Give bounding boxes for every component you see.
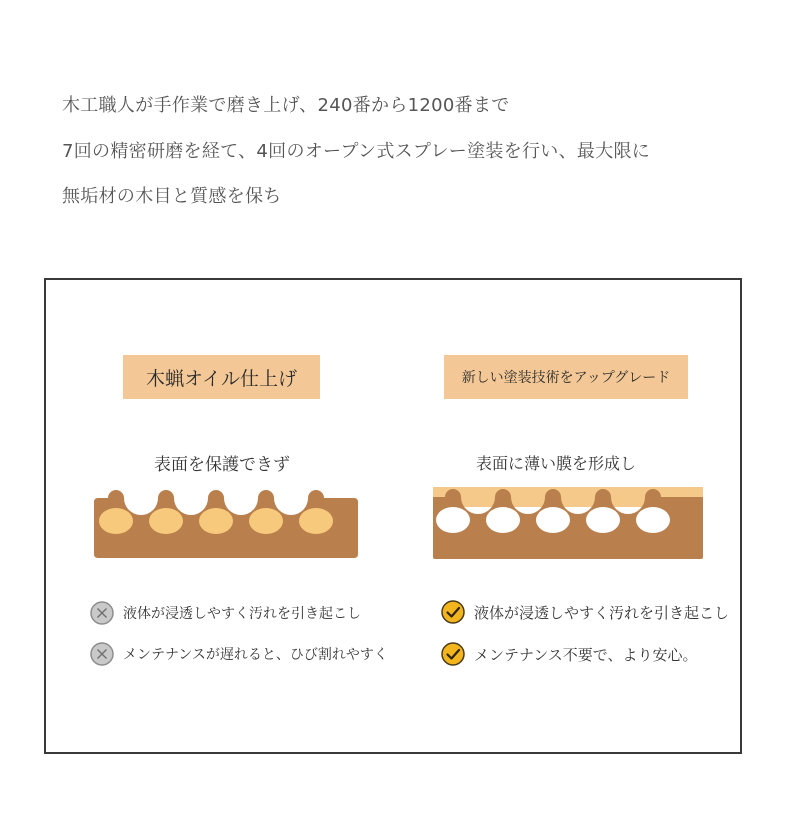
cross-circle-icon	[89, 600, 115, 626]
new-coating-upgrade-text: 新しい塗装技術をアップグレード	[461, 370, 671, 386]
pore	[149, 508, 183, 534]
comparison-panel	[44, 278, 742, 754]
pore	[586, 507, 620, 533]
left-point-1	[89, 600, 361, 626]
pore	[486, 507, 520, 533]
unprotected-wood-illustration	[90, 488, 362, 560]
left-point-2	[89, 641, 388, 667]
left-point-1-text: 液体が浸透しやすく汚れを引き起こし	[123, 606, 361, 622]
right-point-1-text: 液体が浸透しやすく汚れを引き起こし	[474, 603, 730, 622]
wax-oil-finish-label	[123, 355, 320, 399]
right-point-2	[440, 641, 698, 667]
check-circle-icon	[440, 641, 466, 667]
right-point-1	[440, 599, 729, 625]
left-point-2-text: メンテナンスが遅れると、ひび割れやすく	[123, 647, 388, 663]
left-surface-caption: 表面を保護できず	[154, 455, 290, 475]
intro-line-1: 木工職人が手作業で磨き上げ、240番から1200番まで	[62, 95, 510, 116]
pore	[636, 507, 670, 533]
intro-line-2: 7回の精密研磨を経て、4回のオープン式スプレー塗装を行い、最大限に	[62, 141, 651, 162]
pore	[299, 508, 333, 534]
pore	[436, 507, 470, 533]
pore	[99, 508, 133, 534]
pore	[536, 507, 570, 533]
right-surface-caption: 表面に薄い膜を形成し	[476, 454, 637, 473]
new-coating-upgrade-label	[444, 355, 688, 399]
pore	[199, 508, 233, 534]
wax-oil-finish-text: 木蝋オイル仕上げ	[145, 367, 298, 390]
coated-wood-illustration	[431, 485, 705, 561]
intro-line-3: 無垢材の木目と質感を保ち	[62, 186, 282, 207]
cross-circle-icon	[89, 641, 115, 667]
right-point-2-text: メンテナンス不要で、より安心。	[474, 645, 698, 664]
check-circle-icon	[440, 599, 466, 625]
pore	[249, 508, 283, 534]
